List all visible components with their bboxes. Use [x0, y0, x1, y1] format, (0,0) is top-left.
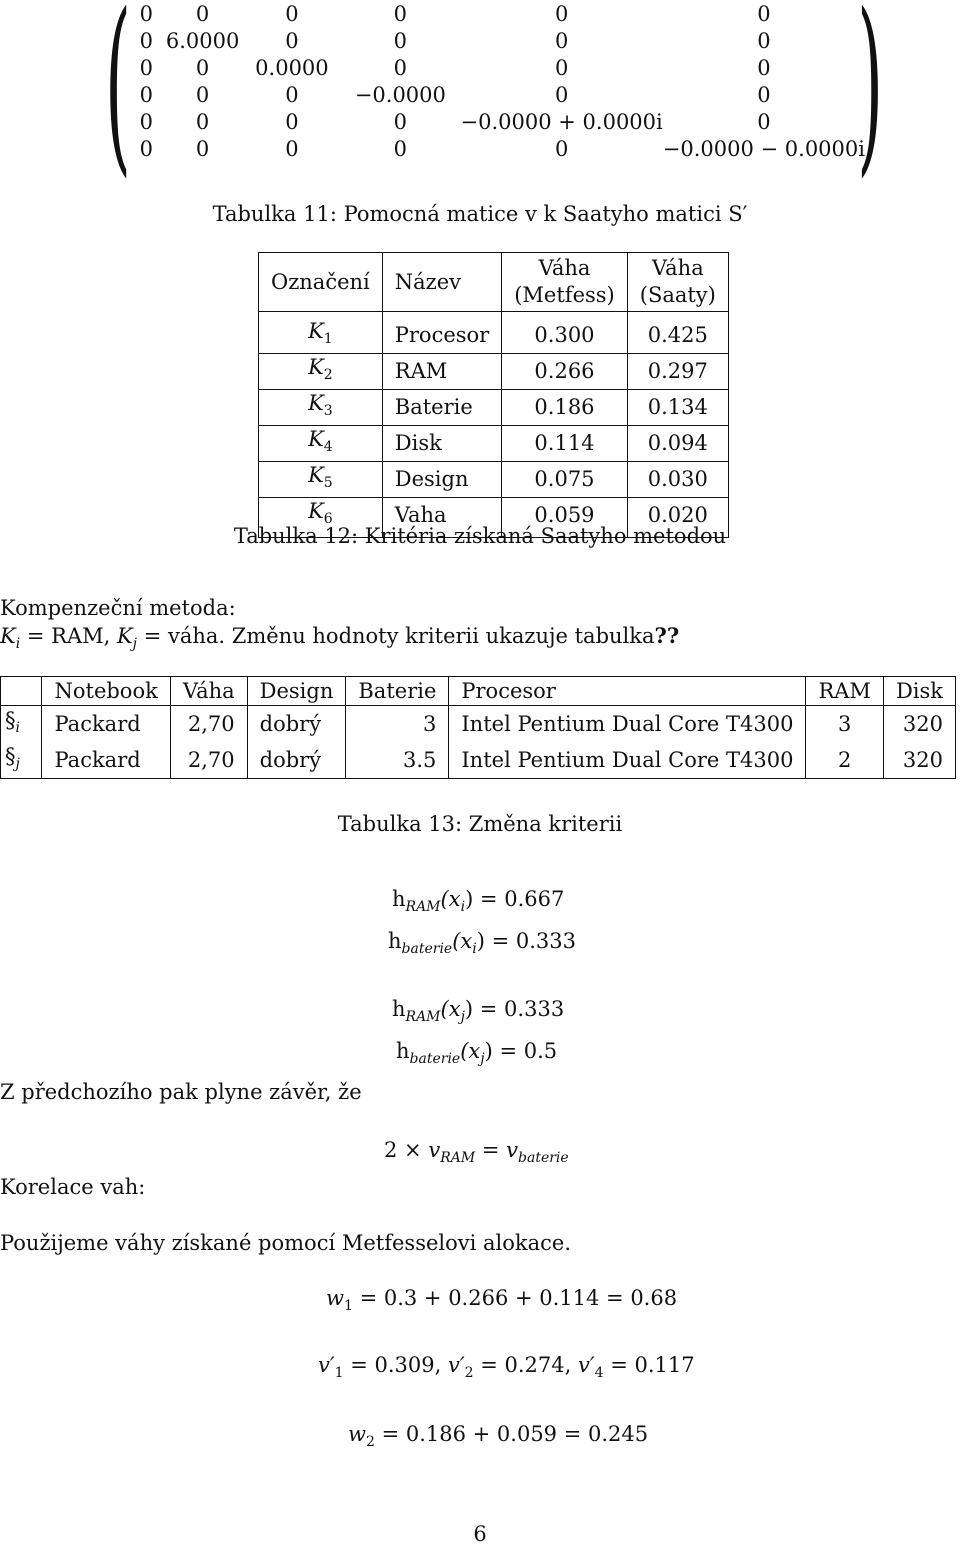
cell-disk: 320 — [883, 742, 955, 779]
caption-table-13: Tabulka 13: Změna kriterii — [337, 812, 623, 836]
eq-h-baterie-xj — [396, 1039, 557, 1067]
table-row — [259, 462, 729, 498]
matrix-cell: 0 — [393, 28, 408, 53]
section-sub: i — [15, 720, 20, 736]
k-symbol: K — [308, 499, 324, 523]
eq2-arg: (x — [452, 929, 473, 953]
matrix-cell: 0 — [285, 136, 299, 161]
eq4-argsub: j — [480, 1051, 485, 1067]
matrix-cell: 0 — [393, 109, 408, 134]
cell-procesor: Intel Pentium Dual Core T4300 — [449, 706, 806, 743]
matrix-row — [131, 27, 865, 54]
w1-rest: = 0.3 + 0.266 + 0.114 = 0.68 — [352, 1286, 678, 1310]
vp4-r: = 0.117 — [603, 1353, 695, 1377]
th-oznaceni: Označení — [259, 253, 383, 312]
matrix-cell: 0 — [554, 136, 569, 161]
cell-nazev: Procesor — [382, 312, 501, 354]
cell-section — [1, 706, 42, 743]
matrix-cell: 0 — [285, 28, 299, 53]
matrix-cell: 0 — [139, 82, 153, 107]
left-paren: ( — [105, 0, 131, 194]
cell-baterie: 3 — [346, 706, 449, 743]
eq4-arg: (x — [460, 1039, 481, 1063]
table-ref[interactable]: ?? — [654, 623, 680, 648]
zpredchoziho-text: Z předchozího pak plyne závěr, že — [0, 1080, 362, 1104]
eq-w2 — [348, 1422, 648, 1450]
cell-nazev: RAM — [382, 354, 501, 390]
k-index: 4 — [323, 439, 333, 455]
cell-metfess: 0.300 — [502, 312, 628, 354]
cell-oznaceni — [259, 312, 383, 354]
eq3-h: h — [392, 997, 406, 1021]
vp4-v: v′ — [577, 1353, 595, 1377]
th-vaha-metfess — [502, 253, 628, 312]
cell-ram: 3 — [806, 706, 883, 743]
cell-saaty: 0.425 — [627, 312, 728, 354]
matrix-cell: 0 — [393, 55, 408, 80]
caption-table-12: Tabulka 12: Kritéria získaná Saatyho metodou — [233, 524, 727, 548]
matrix-cell: 0 — [554, 55, 569, 80]
cell-metfess: 0.059 — [502, 498, 628, 538]
eq1-rest: ) = 0.667 — [465, 887, 565, 911]
eq4-sub: baterie — [409, 1051, 461, 1067]
table-row — [1, 742, 956, 779]
eq1-arg: (x — [440, 887, 461, 911]
matrix-cell: 0 — [139, 55, 153, 80]
cell-nazev: Baterie — [382, 390, 501, 426]
eq5-eq: = — [475, 1138, 507, 1162]
matrix-cell: 0 — [139, 1, 153, 26]
table-row — [259, 354, 729, 390]
k-index: 3 — [323, 403, 333, 419]
cell-metfess: 0.266 — [502, 354, 628, 390]
w2-sub: 2 — [365, 1434, 375, 1450]
vp4-sub: 4 — [594, 1365, 604, 1381]
vp1-sub: 1 — [334, 1365, 344, 1381]
korelace-text: Korelace vah: — [0, 1175, 146, 1199]
eq3-arg: (x — [440, 997, 461, 1021]
k-symbol: K — [308, 355, 324, 379]
cell-saaty: 0.020 — [627, 498, 728, 538]
w2-w: w — [348, 1422, 366, 1446]
k-symbol: K — [308, 427, 324, 451]
matrix-cell: 0 — [195, 55, 210, 80]
th-vaha-metfess-l1: Váha — [538, 256, 591, 280]
cell-procesor: Intel Pentium Dual Core T4300 — [449, 742, 806, 779]
k-index: 1 — [323, 331, 333, 347]
eq-w1 — [326, 1286, 677, 1314]
matrix-row — [131, 108, 865, 135]
vp2-r: = 0.274, — [473, 1353, 578, 1377]
ki-symbol: K — [0, 624, 16, 648]
matrix-cell: 0 — [757, 55, 771, 80]
cell-notebook: Packard — [42, 742, 170, 779]
vp1-v: v′ — [318, 1353, 335, 1377]
caption-table-11: Tabulka 11: Pomocná matice v k Saatyho matici S′ — [212, 202, 748, 226]
cell-section — [1, 742, 42, 779]
cell-saaty: 0.094 — [627, 426, 728, 462]
cell-metfess: 0.114 — [502, 426, 628, 462]
section-sign: § — [5, 708, 16, 732]
cell-nazev: Design — [382, 462, 501, 498]
cell-oznaceni — [259, 462, 383, 498]
matrix-cell: 0 — [757, 109, 771, 134]
eq2-h: h — [388, 929, 402, 953]
ki-kj-line — [0, 623, 679, 652]
cell-saaty: 0.030 — [627, 462, 728, 498]
matrix-cell: 0 — [195, 136, 210, 161]
cell-ram: 2 — [806, 742, 883, 779]
kj-sub: j — [132, 636, 138, 652]
vp1-r: = 0.309, — [343, 1353, 448, 1377]
eq3-sub: RAM — [405, 1009, 441, 1025]
kj-symbol: K — [116, 624, 133, 648]
matrix-cell: 0 — [757, 1, 771, 26]
matrix-cell: 0 — [285, 109, 299, 134]
th-empty — [1, 677, 42, 706]
eq3-argsub: j — [460, 1009, 465, 1025]
th-vaha-metfess-l2: (Metfess) — [514, 283, 615, 307]
matrix-cell: 0 — [757, 82, 771, 107]
cell-metfess: 0.075 — [502, 462, 628, 498]
w2-rest: = 0.186 + 0.059 = 0.245 — [374, 1422, 649, 1446]
eq5-v1: v — [428, 1138, 441, 1162]
eq5-v2sub: baterie — [518, 1150, 569, 1166]
matrix-cell: 0 — [139, 28, 153, 53]
k-index: 2 — [323, 367, 333, 383]
cell-oznaceni — [259, 390, 383, 426]
w1-sub: 1 — [343, 1298, 353, 1314]
matrix-cell: 0 — [195, 1, 210, 26]
page-number: 6 — [473, 1522, 487, 1546]
right-paren: ) — [857, 0, 883, 194]
th-design: Design — [247, 677, 346, 706]
eq4-h: h — [396, 1039, 410, 1063]
eq2-rest: ) = 0.333 — [476, 929, 577, 953]
matrix-v — [105, 0, 883, 194]
cell-design: dobrý — [247, 742, 346, 779]
matrix-cell: 0 — [393, 1, 408, 26]
table-row — [259, 390, 729, 426]
matrix-cell: 0 — [554, 82, 569, 107]
matrix-cell: 0 — [554, 28, 569, 53]
matrix-cell: 0 — [285, 1, 299, 26]
section-sign: § — [5, 744, 16, 768]
cell-saaty: 0.134 — [627, 390, 728, 426]
th-ram: RAM — [806, 677, 883, 706]
k-index: 6 — [323, 511, 333, 527]
matrix-cell: −0.0000 — [354, 82, 446, 107]
matrix-cell: 0 — [139, 136, 153, 161]
eq-v-correlation — [384, 1138, 569, 1166]
cell-oznaceni — [259, 354, 383, 390]
criteria-table — [258, 252, 729, 538]
th-baterie: Baterie — [346, 677, 449, 706]
ki-sub: i — [15, 636, 21, 652]
matrix-table — [131, 0, 865, 162]
k-symbol: K — [308, 391, 324, 415]
eq5-v1sub: RAM — [440, 1150, 476, 1166]
cell-nazev: Vaha — [382, 498, 501, 538]
k-symbol: K — [308, 319, 324, 343]
w1-w: w — [326, 1286, 344, 1310]
table-row — [1, 706, 956, 743]
eq2-argsub: i — [472, 941, 477, 957]
th-notebook: Notebook — [42, 677, 170, 706]
matrix-cell: 0.0000 — [255, 55, 329, 80]
th-vaha-saaty-l1: Váha — [651, 256, 704, 280]
matrix-cell: 0 — [285, 82, 299, 107]
ki-mid: = RAM, — [20, 624, 117, 648]
eq-h-ram-xj — [392, 997, 564, 1025]
eq5-a: 2 × — [384, 1138, 429, 1162]
th-vaha: Váha — [170, 677, 247, 706]
th-nazev: Název — [382, 253, 501, 312]
matrix-row — [131, 81, 865, 108]
eq-h-ram-xi — [392, 887, 564, 915]
matrix-cell: −0.0000 + 0.0000i — [460, 109, 663, 134]
matrix-cell: 0 — [195, 109, 210, 134]
kompenzacni-heading: Kompenzeční metoda: — [0, 596, 236, 620]
cell-baterie: 3.5 — [346, 742, 449, 779]
eq2-sub: baterie — [401, 941, 453, 957]
cell-oznaceni — [259, 426, 383, 462]
th-disk: Disk — [883, 677, 955, 706]
cell-notebook: Packard — [42, 706, 170, 743]
eq4-rest: ) = 0.5 — [484, 1039, 558, 1063]
pouzijeme-text: Použijeme váhy získané pomocí Metfesselovi alokace. — [0, 1231, 572, 1255]
cell-vaha: 2,70 — [170, 706, 247, 743]
eq5-v2: v — [506, 1138, 519, 1162]
criteria-change-table — [0, 676, 956, 779]
th-vaha-saaty — [627, 253, 728, 312]
eq3-rest: ) = 0.333 — [464, 997, 565, 1021]
cell-saaty: 0.297 — [627, 354, 728, 390]
matrix-cell: −0.0000 − 0.0000i — [662, 136, 865, 161]
table-row — [259, 426, 729, 462]
cell-vaha: 2,70 — [170, 742, 247, 779]
matrix-cell: 0 — [554, 1, 569, 26]
cell-nazev: Disk — [382, 426, 501, 462]
k-symbol: K — [308, 463, 324, 487]
vp2-v: v′ — [447, 1353, 465, 1377]
matrix-row — [131, 135, 865, 162]
eq-vprime — [318, 1353, 695, 1381]
matrix-cell: 0 — [139, 109, 153, 134]
k-index: 5 — [323, 475, 333, 491]
matrix-cell: 0 — [195, 82, 210, 107]
ki-post: = váha. Změnu hodnoty kriterii ukazuje tabulka — [137, 624, 655, 648]
matrix-cell: 0 — [393, 136, 408, 161]
eq-h-baterie-xi — [388, 929, 576, 957]
cell-design: dobrý — [247, 706, 346, 743]
cell-metfess: 0.186 — [502, 390, 628, 426]
th-procesor: Procesor — [449, 677, 806, 706]
eq1-sub: RAM — [405, 899, 441, 915]
cell-disk: 320 — [883, 706, 955, 743]
matrix-row — [131, 54, 865, 81]
eq1-argsub: i — [460, 899, 466, 915]
matrix-cell: 0 — [757, 28, 771, 53]
table-row — [259, 312, 729, 354]
eq1-h: h — [392, 887, 406, 911]
matrix-cell: 6.0000 — [165, 28, 240, 53]
th-vaha-saaty-l2: (Saaty) — [639, 283, 716, 307]
matrix-row — [131, 0, 865, 27]
section-sub: j — [15, 756, 20, 772]
vp2-sub: 2 — [464, 1365, 474, 1381]
